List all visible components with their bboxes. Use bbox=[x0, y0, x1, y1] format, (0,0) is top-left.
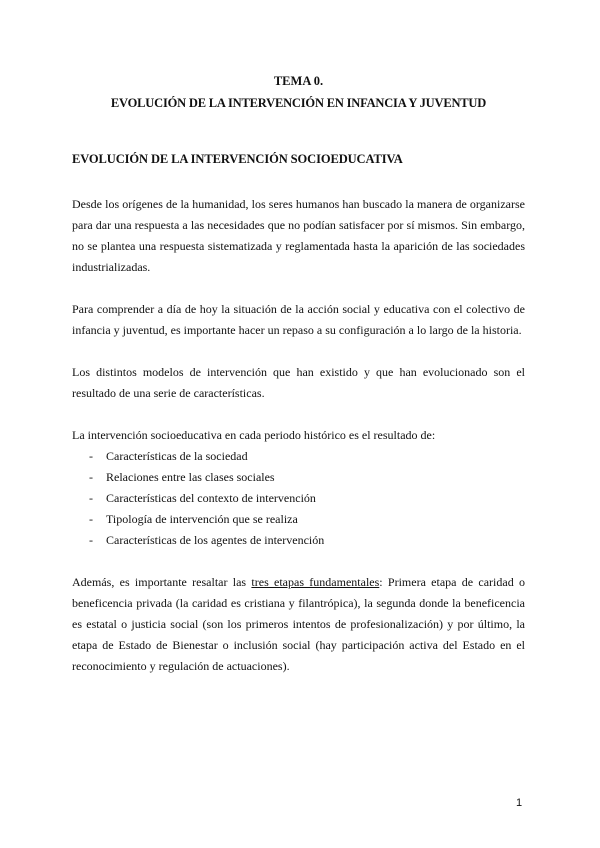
stages-text-after: : Primera etapa de caridad o beneficencia privada (la caridad es cristiana y filantrópica), la segunda donde la beneficencia es estatal o justicia social (son los primeros intentos de profesionalización) y por último, la etapa de Estado de Bienestar o inclusión social (hay participación activa del Estado en el reconocimiento y regulación de actuaciones). bbox=[72, 575, 526, 673]
paragraph-understanding: Para comprender a día de hoy la situación de la acción social y educativa con el colectivo de infancia y juventud, es importante hacer un repaso a su configuración a lo largo de la historia. bbox=[72, 302, 525, 337]
list-item: - Relaciones entre las clases sociales bbox=[90, 467, 525, 488]
list-item: - Características de la sociedad bbox=[90, 446, 525, 467]
stages-underlined-text: tres etapas fundamentales bbox=[251, 575, 380, 589]
list-item: - Características del contexto de intervención bbox=[90, 488, 525, 509]
paragraph-stages bbox=[72, 572, 525, 677]
document-title-line-2: EVOLUCIÓN DE LA INTERVENCIÓN EN INFANCIA Y JUVENTUD bbox=[110, 96, 487, 110]
paragraph-list-intro: La intervención socioeducativa en cada periodo histórico es el resultado de: bbox=[72, 428, 436, 442]
list-item: - Características de los agentes de intervención bbox=[90, 530, 525, 551]
paragraph-origins: Desde los orígenes de la humanidad, los seres humanos han buscado la manera de organizarse para dar una respuesta a las necesidades que no podían satisfacer por sí mismos. Sin embargo, no se plantea una respuesta sistematizada y reglamentada hasta la aparición de las sociedades industrializadas. bbox=[72, 197, 525, 274]
document-page bbox=[72, 70, 525, 677]
paragraph-models: Los distintos modelos de intervención que han existido y que han evolucionado son el resultado de una serie de características. bbox=[72, 365, 525, 400]
page-number: 1 bbox=[516, 797, 523, 809]
characteristics-list bbox=[72, 446, 525, 551]
section-heading: EVOLUCIÓN DE LA INTERVENCIÓN SOCIOEDUCATIVA bbox=[72, 152, 403, 166]
document-title-line-1: TEMA 0. bbox=[273, 74, 324, 88]
stages-text-before: Además, es importante resaltar las bbox=[72, 575, 252, 589]
list-item: - Tipología de intervención que se realiza bbox=[90, 509, 525, 530]
